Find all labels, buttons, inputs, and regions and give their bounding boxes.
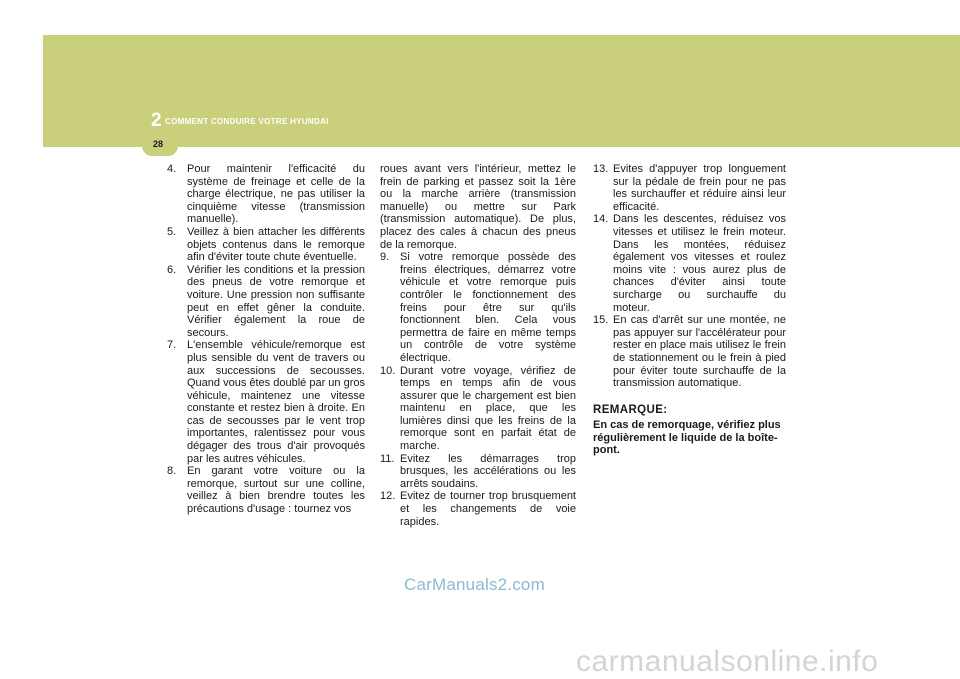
list-item: 11. Evitez les démarrages trop brusques, les accélérations ou les arrêts soudains. — [380, 452, 576, 490]
page-number: 28 — [153, 139, 164, 149]
list-item: 4. Pour maintenir l'efficacité du système de freinage et celle de la charge électrique, ne pas utiliser la cinquième vitesse (transmission manuelle). — [167, 163, 365, 226]
watermark-carmanualsonline: carmanualsonline.info — [576, 645, 879, 678]
chapter-title: COMMENT CONDUIRE VOTRE HYUNDAI — [165, 117, 329, 126]
list-item: 15. En cas d'arrêt sur une montée, ne pas appuyer sur l'accélérateur pour rester en place mais utilisez le frein de stationnement ou le frein à pied pour éviter toute surchauffe de la transmission automatique. — [593, 314, 786, 390]
list-item: 12. Evitez de tourner trop brusquement et les changements de voie rapides. — [380, 490, 576, 528]
text-column-1 — [167, 163, 365, 516]
list-item: 8. En garant votre voiture ou la remorque, surtout sur une colline, veillez à bien brendre toutes les précautions d'usage : tournez vos — [167, 465, 365, 516]
remark-text: En cas de remorquage, vérifiez plus régulièrement le liquide de la boîte-pont. — [593, 419, 781, 457]
watermark-carmanuals2: CarManuals2.com — [404, 575, 545, 594]
list-item-continued: roues avant vers l'intérieur, mettez le frein de parking et passez soit la 1ère ou la marche arrière (transmission manuelle) ou mettre sur Park (transmission automatique). De plus, placez des cales à chacun des pneus de la remorque. — [380, 163, 576, 251]
remark-title: REMARQUE: — [593, 403, 668, 416]
list-item: 5. Veillez à bien attacher les différents objets contenus dans le remorque afin d'éviter toute chute éventuelle. — [167, 225, 365, 264]
text-column-2 — [380, 163, 576, 528]
text-column-3 — [593, 163, 786, 457]
list-item: 6. Vérifier les conditions et la pression des pneus de votre remorque et voiture. Une pression non suffisante peut en effet gêner la conduite. Vérifier également la roue de secours. — [167, 263, 365, 339]
list-item: 14. Dans les descentes, réduisez vos vitesses et utilisez le frein moteur. Dans les montées, réduisez également vos vitesses et roulez moins vite : vous aurez plus de chances d'éviter ainsi toute surcharge ou surchauffe du moteur. — [593, 213, 786, 314]
chapter-number: 2 — [151, 110, 162, 131]
list-item: 9. Si votre remorque possède des freins électriques, démarrez votre véhicule et votre remorque puis contrôler le fonctionnement des freins pour être sur qu'ils fonctionnent blen. Cela vous permettra de faire en même temps un contrôle de votre système électrique. — [380, 251, 576, 364]
list-item: 7. L'ensemble véhicule/remorque est plus sensible du vent de travers ou aux successions de secousses. Quand vous êtes doublé par un gros véhicule, maintenez une vitesse constante et restez bien à droite. En cas de secousses par le vent trop importantes, ralentissez pour vous dégager des trous d'air provoqués par les autres véhicules. — [167, 339, 365, 465]
header-band — [43, 35, 960, 147]
list-item: 10. Durant votre voyage, vérifiez de temps en temps afin de vous assurer que le chargement est bien maintenu en place, que les lumières dinsi que les freins de la remorque sont en parfait état de marche. — [380, 364, 576, 453]
list-item: 13. Evites d'appuyer trop longuement sur la pédale de frein pour ne pas les surchauffer et réduire ainsi leur efficacité. — [593, 163, 786, 213]
